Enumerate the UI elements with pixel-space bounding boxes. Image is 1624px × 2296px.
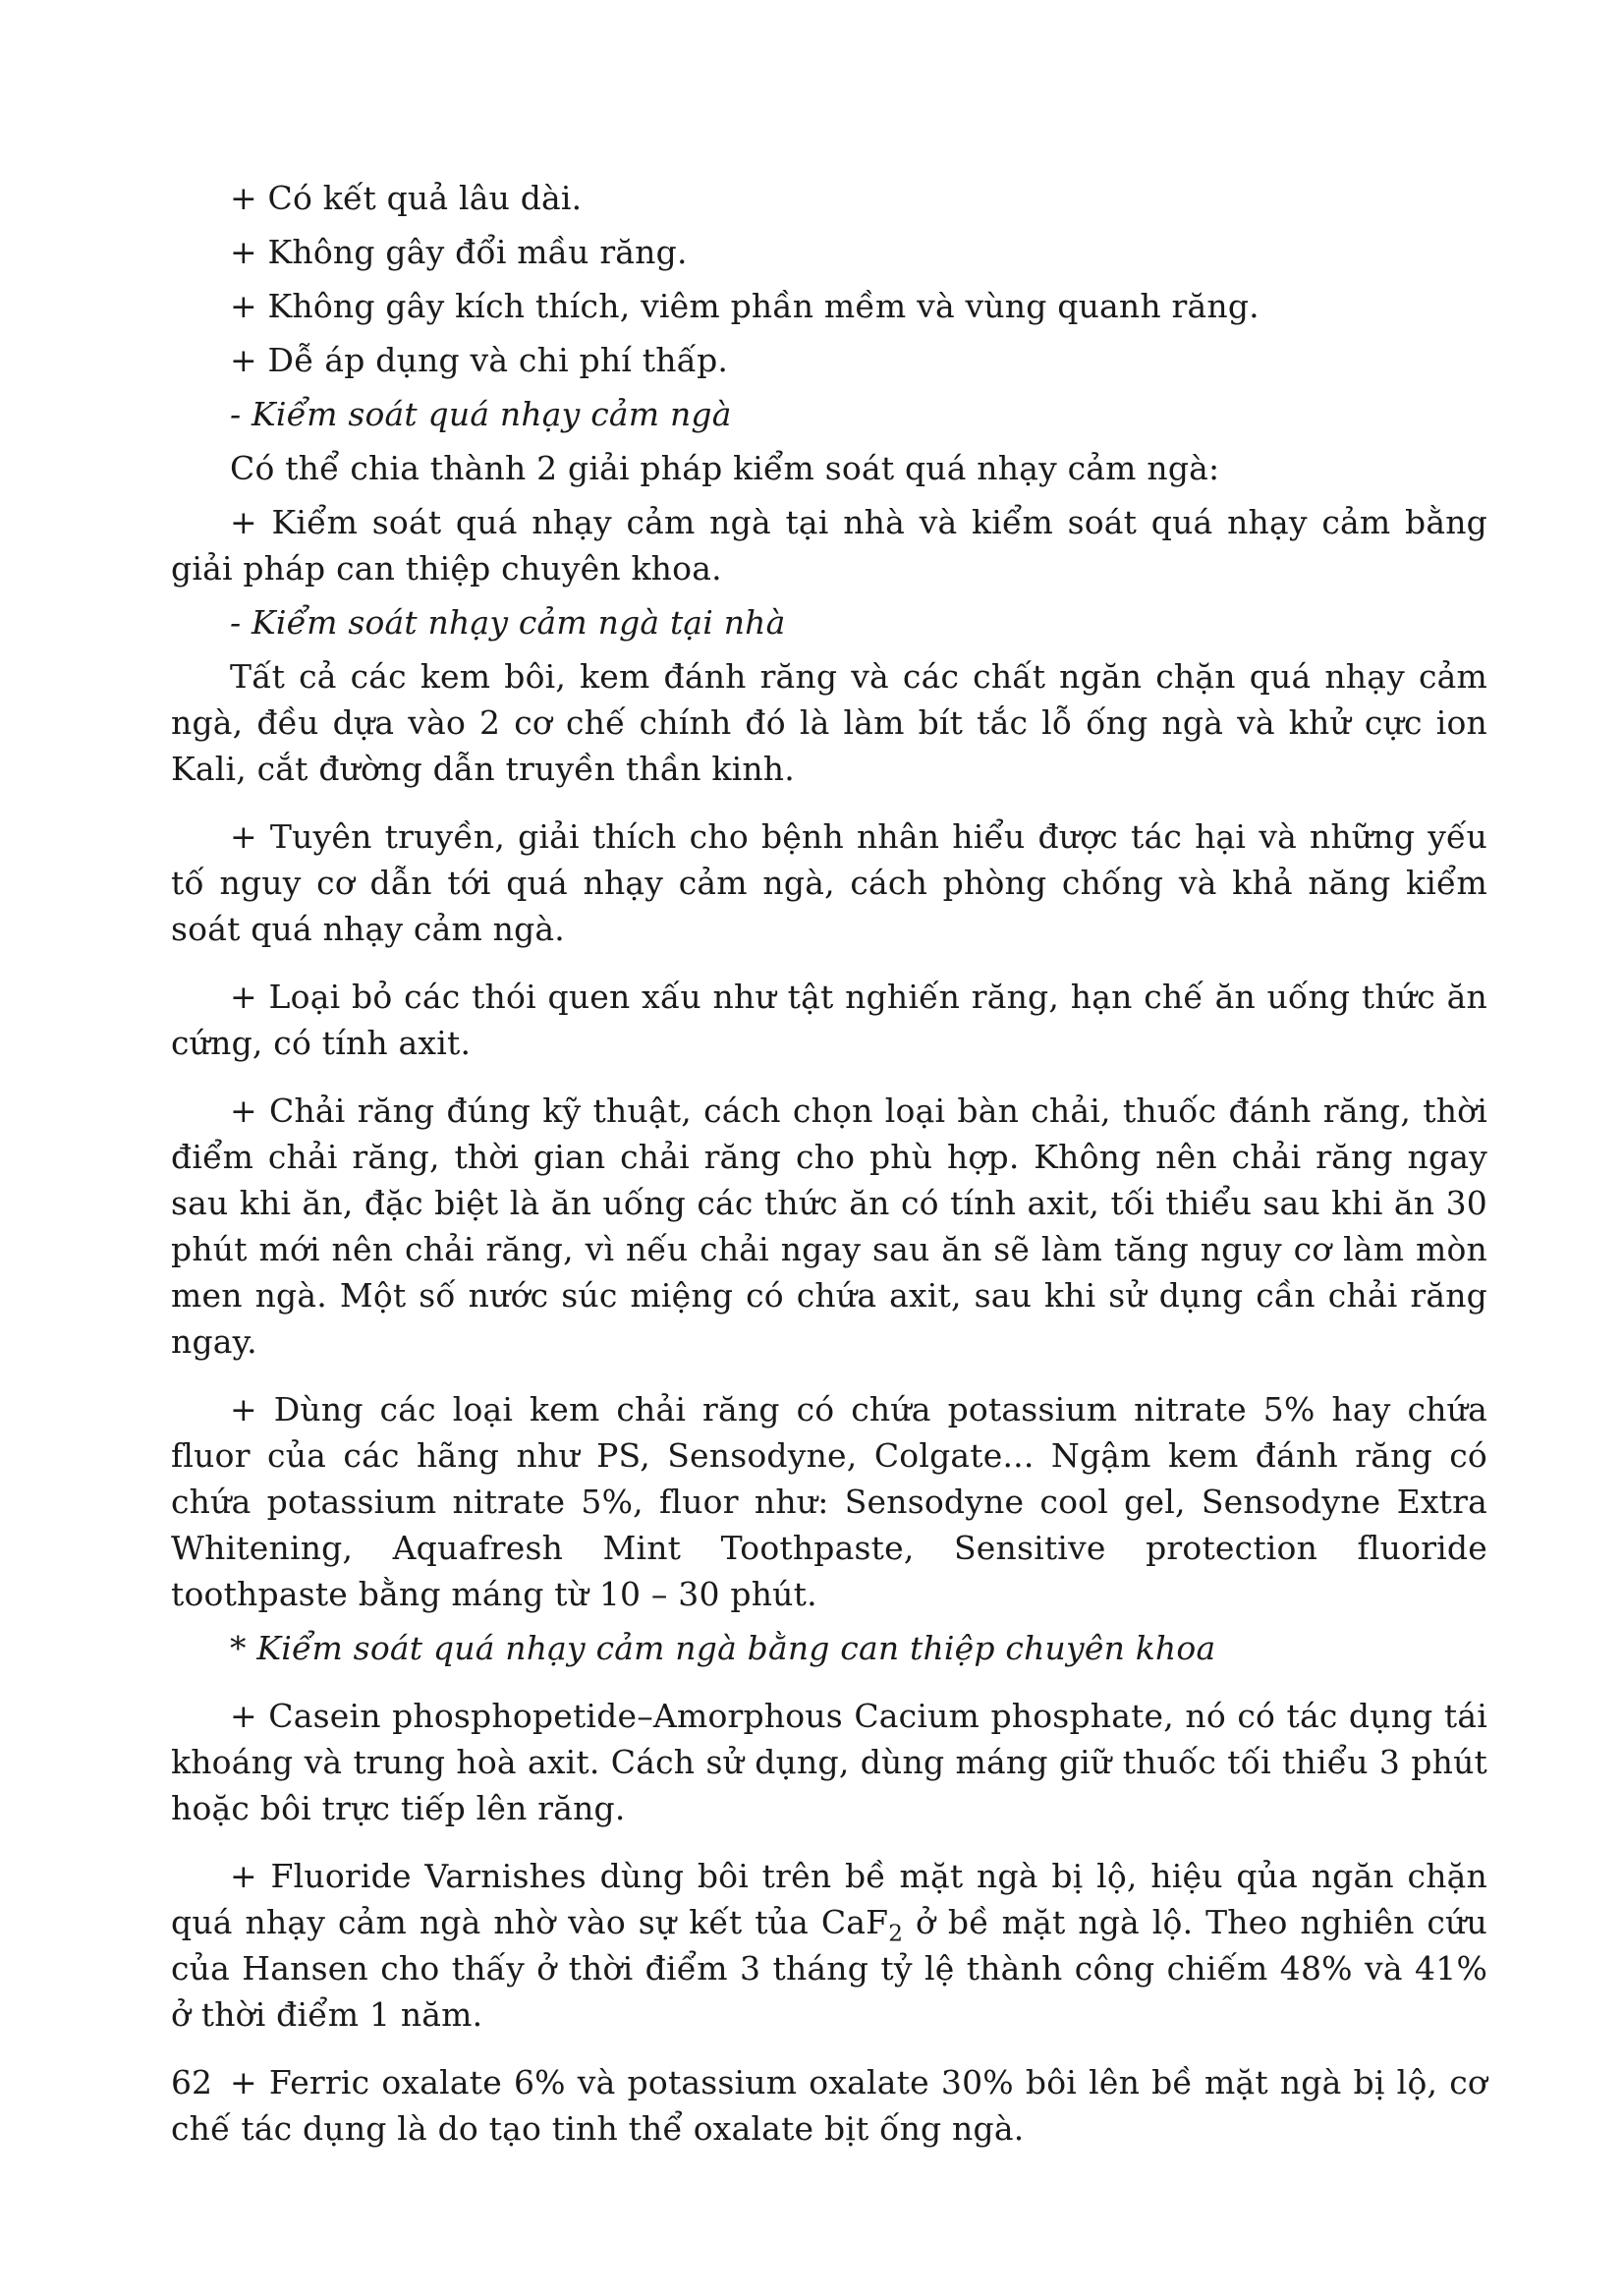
paragraph: + Có kết quả lâu dài. <box>230 179 583 217</box>
section-heading: - Kiểm soát quá nhạy cảm ngà <box>230 395 732 433</box>
paragraph: + Dùng các loại kem chải răng có chứa potassium nitrate 5% hay chứa fluor của các hãng như PS, Sensodyne, Colgate... Ngậm kem đánh răng có chứa potassium nitrate 5%, fluor như: Sensodyne cool gel, Sensodyne Extra Whitening, Aquafresh Mint Toothpaste, Sensitive protection fluoride toothpaste bằng máng từ 10 – 30 phút. <box>171 1390 1487 1613</box>
paragraph: + Chải răng đúng kỹ thuật, cách chọn loại bàn chải, thuốc đánh răng, thời điểm chải răng, thời gian chải răng cho phù hợp. Không nên chải răng ngay sau khi ăn, đặc biệt là ăn uống các thức ăn có tính axit, tối thiểu sau khi ăn 30 phút mới nên chải răng, vì nếu chải ngay sau ăn sẽ làm tăng nguy cơ làm mòn men ngà. Một số nước súc miệng có chứa axit, sau khi sử dụng cần chải răng ngay. <box>171 1092 1487 1361</box>
page-body <box>171 167 1487 2152</box>
paragraph: + Loại bỏ các thói quen xấu như tật nghiến răng, hạn chế ăn uống thức ăn cứng, có tính axit. <box>171 978 1487 1062</box>
paragraph: Tất cả các kem bôi, kem đánh răng và các chất ngăn chặn quá nhạy cảm ngà, đều dựa vào 2 cơ chế chính đó là làm bít tắc lỗ ống ngà và khử cực ion Kali, cắt đường dẫn truyền thần kinh. <box>171 657 1487 788</box>
paragraph: + Casein phosphopetide–Amorphous Cacium phosphate, nó có tác dụng tái khoáng và trung hoà axit. Cách sử dụng, dùng máng giữ thuốc tối thiểu 3 phút hoặc bôi trực tiếp lên răng. <box>171 1697 1487 1827</box>
paragraph-text: ở bề mặt ngà lộ. Theo nghiên cứu của Hansen cho thấy ở thời điểm 3 tháng tỷ lệ thành công chiếm 48% và 41% ở thời điểm 1 năm. <box>171 1903 1488 2034</box>
page-number: 62 <box>171 2063 212 2101</box>
paragraph <box>171 1853 1487 2038</box>
paragraph: + Tuyên truyền, giải thích cho bệnh nhân hiểu được tác hại và những yếu tố nguy cơ dẫn tới quá nhạy cảm ngà, cách phòng chống và khả năng kiểm soát quá nhạy cảm ngà. <box>171 817 1487 948</box>
paragraph: + Không gây kích thích, viêm phần mềm và vùng quanh răng. <box>230 287 1260 325</box>
paragraph: + Kiểm soát quá nhạy cảm ngà tại nhà và kiểm soát quá nhạy cảm bằng giải pháp can thiệp chuyên khoa. <box>171 503 1487 588</box>
subscript: 2 <box>888 1921 904 1947</box>
paragraph: + Dễ áp dụng và chi phí thấp. <box>230 341 729 379</box>
paragraph: Có thể chia thành 2 giải pháp kiểm soát quá nhạy cảm ngà: <box>230 449 1220 487</box>
paragraph: + Không gây đổi mầu răng. <box>230 233 688 271</box>
section-heading: * Kiểm soát quá nhạy cảm ngà bằng can thiệp chuyên khoa <box>230 1629 1216 1667</box>
paragraph-text: + Fluoride Varnishes dùng bôi trên bề mặt ngà bị lộ, hiệu qủa ngăn chặn quá nhạy cảm ngà nhờ vào sự kết tủa CaF <box>171 1857 1487 1941</box>
section-heading: - Kiểm soát nhạy cảm ngà tại nhà <box>230 603 786 642</box>
paragraph: + Ferric oxalate 6% và potassium oxalate 30% bôi lên bề mặt ngà bị lộ, cơ chế tác dụng là do tạo tinh thể oxalate bịt ống ngà. <box>171 2063 1487 2148</box>
